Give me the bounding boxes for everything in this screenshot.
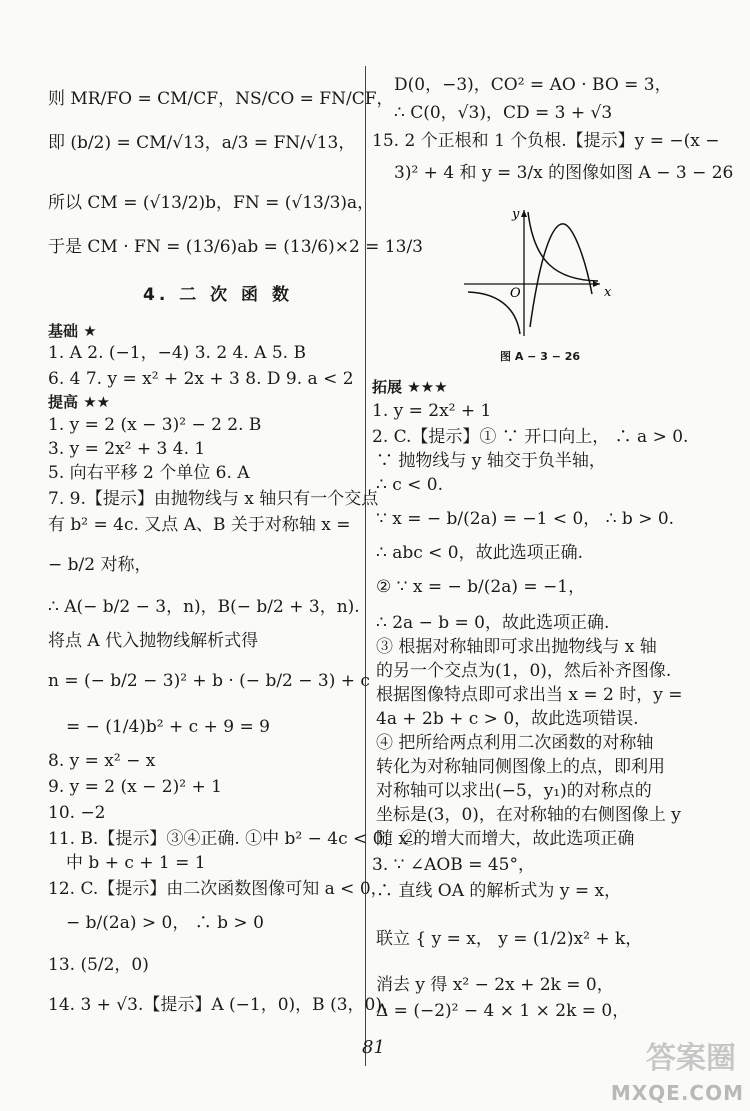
- answer-line: 7. 9.【提示】由抛物线与 x 轴只有一个交点: [48, 489, 379, 509]
- page-number: 81: [362, 1037, 385, 1058]
- answer-line: ② ∵ x = − b/(2a) = −1，: [376, 577, 586, 597]
- watermark-url: MXQE.COM: [610, 1081, 744, 1105]
- answer-line: ∴ 2a − b = 0，故此选项正确.: [376, 613, 610, 633]
- answer-line: 14. 3 + √3.【提示】A (−1，0)，B (3，0)，: [48, 995, 399, 1015]
- answer-line: 8. y = x² − x: [48, 751, 156, 771]
- text-line: 所以 CM = (√13/2)b，FN = (√13/3)a，: [48, 193, 375, 213]
- answer-line: n = (− b/2 − 3)² + b · (− b/2 − 3) + c: [48, 671, 370, 691]
- answer-line: ∵ 抛物线与 y 轴交于负半轴，: [376, 451, 606, 471]
- figure-caption: 图 A − 3 − 26: [500, 350, 581, 363]
- answer-line: ∴ 直线 OA 的解析式为 y = x，: [376, 881, 622, 901]
- answer-line: 中 b + c + 1 = 1: [66, 853, 206, 873]
- x-axis-label: x: [604, 285, 612, 300]
- y-axis-label: y: [512, 207, 520, 222]
- answer-line: 根据图像特点即可求出当 x = 2 时，y =: [376, 685, 683, 705]
- answer-line: 转化为对称轴同侧图像上的点，即利用: [376, 757, 665, 777]
- text-line: 即 (b/2) = CM/√13，a/3 = FN/√13，: [48, 133, 356, 153]
- answer-line: 3. ∵ ∠AOB = 45°，: [372, 855, 535, 875]
- answer-line: 4a + 2b + c > 0，故此选项错误.: [376, 709, 639, 729]
- section-label: 拓展 ★★★: [372, 378, 448, 396]
- answer-line: − b/(2a) > 0， ∴ b > 0: [66, 913, 264, 933]
- answer-line: Δ = (−2)² − 4 × 1 × 2k = 0，: [376, 1001, 630, 1021]
- function-graph-figure: [460, 202, 610, 342]
- answer-line: ∴ A(− b/2 − 3，n)，B(− b/2 + 3，n).: [48, 597, 360, 617]
- answer-line: 11. B.【提示】③④正确. ①中 b² − 4c < 0，②: [48, 829, 418, 849]
- answer-line: 9. y = 2 (x − 2)² + 1: [48, 777, 222, 797]
- answer-line: ③ 根据对称轴即可求出抛物线与 x 轴: [376, 637, 657, 657]
- answer-line: 12. C.【提示】由二次函数图像可知 a < 0，: [48, 879, 388, 899]
- answer-line: 15. 2 个正根和 1 个负根.【提示】y = −(x −: [372, 131, 720, 151]
- x-axis-arrow: [593, 281, 600, 287]
- answer-line: 有 b² = 4c. 又点 A、B 关于对称轴 x =: [48, 515, 351, 535]
- section-title: 4. 二 次 函 数: [143, 285, 293, 305]
- answer-line: 1. A 2. (−1，−4) 3. 2 4. A 5. B: [48, 343, 306, 363]
- answer-line: 10. −2: [48, 803, 106, 823]
- answer-line: 对称轴可以求出(−5，y₁)的对称点的: [376, 781, 652, 801]
- answer-line: 的另一个交点为(1，0)，然后补齐图像.: [376, 661, 672, 681]
- answer-line: = − (1/4)b² + c + 9 = 9: [66, 717, 270, 737]
- watermark-logo: 答案圈: [646, 1041, 736, 1076]
- section-label: 基础 ★: [48, 322, 97, 340]
- answer-line: 随 x 的增大而增大，故此选项正确: [376, 829, 635, 849]
- answer-line: D(0，−3)，CO² = AO · BO = 3，: [394, 75, 672, 95]
- answer-line: ∴ C(0，√3)，CD = 3 + √3: [394, 103, 613, 123]
- y-axis-arrow: [521, 210, 527, 217]
- answer-line: 6. 4 7. y = x² + 2x + 3 8. D 9. a < 2: [48, 369, 354, 389]
- answer-line: ∴ abc < 0，故此选项正确.: [376, 543, 584, 563]
- answer-line: 13. (5/2，0): [48, 955, 149, 975]
- column-divider: [365, 66, 366, 1066]
- text-line: 则 MR/FO = CM/CF，NS/CO = FN/CF，: [48, 89, 394, 109]
- origin-label: O: [510, 286, 521, 301]
- answer-line: 将点 A 代入抛物线解析式得: [48, 631, 259, 651]
- answer-line: − b/2 对称，: [48, 555, 152, 575]
- answer-line: 坐标是(3，0)，在对称轴的右侧图像上 y: [376, 805, 681, 825]
- parabola-curve: [530, 224, 592, 327]
- answer-line: 消去 y 得 x² − 2x + 2k = 0，: [376, 975, 614, 995]
- answer-line: 3. y = 2x² + 3 4. 1: [48, 439, 206, 459]
- answer-line: 5. 向右平移 2 个单位 6. A: [48, 463, 250, 483]
- text-line: 于是 CM · FN = (13/6)ab = (13/6)×2 = 13/3: [48, 237, 423, 257]
- section-label: 提高 ★★: [48, 393, 111, 411]
- answer-line: ④ 把所给两点利用二次函数的对称轴: [376, 733, 654, 753]
- answer-line: ∵ x = − b/(2a) = −1 < 0， ∴ b > 0.: [376, 509, 675, 529]
- answer-line: 1. y = 2 (x − 3)² − 2 2. B: [48, 415, 262, 435]
- answer-line: 1. y = 2x² + 1: [372, 401, 492, 421]
- answer-line: 联立 { y = x， y = (1/2)x² + k，: [376, 929, 643, 949]
- answer-line: 3)² + 4 和 y = 3/x 的图像如图 A − 3 − 26: [394, 163, 734, 183]
- answer-line: 2. C.【提示】① ∵ 开口向上， ∴ a > 0.: [372, 427, 689, 447]
- answer-line: ∴ c < 0.: [376, 475, 444, 495]
